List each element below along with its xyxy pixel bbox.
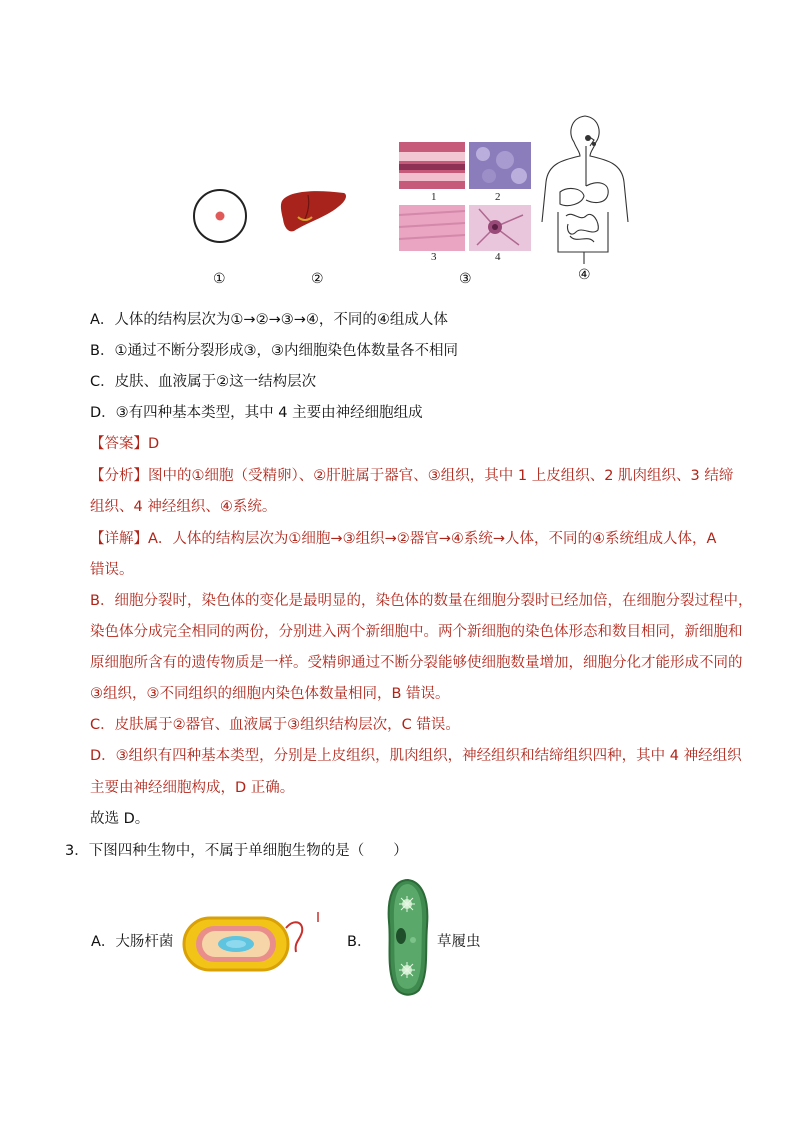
fertilized-egg-cell-image xyxy=(190,186,250,246)
option-c: C．皮肤、血液属于②这一结构层次 xyxy=(90,374,317,390)
detail-line-4: 染色体分成完全相同的两份，分别进入两个新细胞中。两个新细胞的染色体形态和数目相同，新细胞和 xyxy=(90,624,743,640)
option-b: B．①通过不断分裂形成③，③内细胞染色体数量各不相同 xyxy=(90,343,458,359)
detail-line-1: 【详解】A．人体的结构层次为①细胞→③组织→②器官→④系统→人体，不同的④系统组成人体，A xyxy=(90,531,717,547)
muscle-tissue-image xyxy=(469,142,531,189)
figure-caption-2: ② xyxy=(311,271,324,287)
detail-line-8: D．③组织有四种基本类型，分别是上皮组织，肌肉组织，神经组织和结缔组织四种，其中 4 神经组织 xyxy=(90,748,742,764)
nerve-tissue-image xyxy=(469,205,531,251)
figure-caption-3: ③ xyxy=(459,271,472,287)
analysis-line-1: 【分析】图中的①细胞（受精卵）、②肝脏属于器官、③组织，其中 1 上皮组织、2 肌肉组织、3 结缔 xyxy=(90,468,734,484)
option-d: D．③有四种基本类型，其中 4 主要由神经细胞组成 xyxy=(90,405,423,421)
digestive-system-image xyxy=(538,112,632,268)
tissue-number-1: 1 xyxy=(431,191,437,203)
detail-line-2: 错误。 xyxy=(90,562,134,578)
conclusion-text: 故选 D。 xyxy=(90,811,150,827)
liver-organ-image xyxy=(278,187,350,235)
analysis-line-2: 组织、4 神经组织、④系统。 xyxy=(90,499,277,515)
q3-option-b-label: B． xyxy=(347,934,372,950)
e-coli-bacterium-image xyxy=(182,908,322,976)
answer-text: 【答案】D xyxy=(90,436,160,452)
epithelial-tissue-image xyxy=(399,142,465,189)
figure-caption-1: ① xyxy=(213,271,226,287)
option-a: A．人体的结构层次为①→②→③→④，不同的④组成人体 xyxy=(90,312,448,328)
question-3-stem: 3．下图四种生物中，不属于单细胞生物的是（ ） xyxy=(65,843,408,859)
connective-tissue-image xyxy=(399,205,465,251)
tissue-number-3: 3 xyxy=(431,251,437,263)
detail-line-6: ③组织，③不同组织的细胞内染色体数量相同，B 错误。 xyxy=(90,686,450,702)
detail-line-7: C．皮肤属于②器官、血液属于③组织结构层次，C 错误。 xyxy=(90,717,460,733)
detail-line-9: 主要由神经细胞构成，D 正确。 xyxy=(90,780,295,796)
detail-line-5: 原细胞所含有的遗传物质是一样。受精卵通过不断分裂能够使细胞数量增加，细胞分化才能形成不同的 xyxy=(90,655,743,671)
q3-option-a-label: A．大肠杆菌 xyxy=(91,934,174,950)
detail-line-3: B．细胞分裂时，染色体的变化是最明显的，染色体的数量在细胞分裂时已经加倍，在细胞分裂过程中， xyxy=(90,593,753,609)
paramecium-image xyxy=(385,878,431,998)
tissue-number-2: 2 xyxy=(495,191,501,203)
figure-caption-4: ④ xyxy=(578,267,591,283)
tissue-number-4: 4 xyxy=(495,251,501,263)
q3-option-b-name: 草履虫 xyxy=(437,934,481,950)
